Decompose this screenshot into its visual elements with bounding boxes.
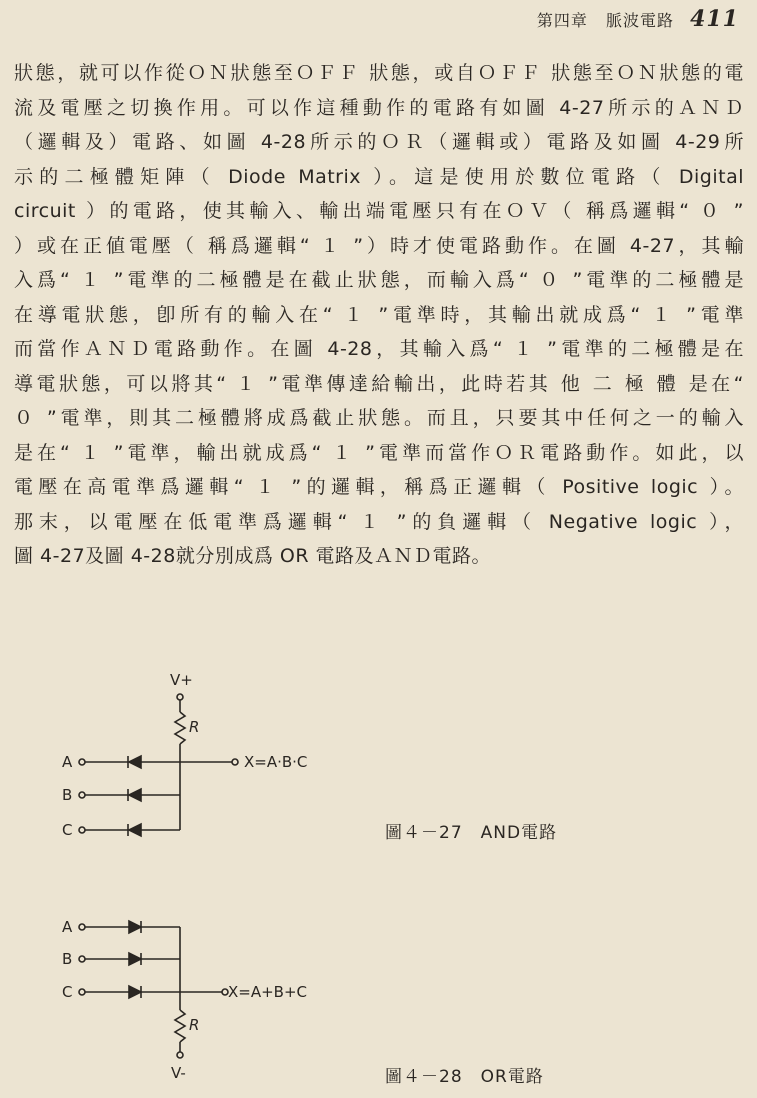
or-input-a-terminal	[79, 924, 85, 930]
and-diode-a	[129, 756, 141, 768]
or-diode-b	[129, 953, 141, 965]
text-line: 導電狀態，可以將其“ １ ”電準傳達給輸出，此時若其 他 二 極 體 是在“	[14, 372, 744, 395]
and-resistor-label: R	[189, 718, 200, 736]
or-resistor	[175, 1010, 185, 1042]
or-input-c-label: C	[62, 983, 73, 1001]
and-input-b-terminal	[79, 792, 85, 798]
or-supply-terminal	[177, 1052, 183, 1058]
page-header	[537, 6, 739, 32]
and-output-label: X=A·B·C	[244, 753, 308, 771]
text-line: ）或在正値電壓（ 稱爲邏輯“ １ ”）時才使電路動作。在圖 4-27，其輸	[14, 234, 744, 257]
or-diode-a	[129, 921, 141, 933]
or-supply-label: V-	[171, 1064, 186, 1082]
text-line: 圖 4-27及圖 4-28就分別成爲 OR 電路及ＡＮＤ電路。	[14, 545, 492, 567]
body-paragraph	[14, 56, 744, 574]
text-line: （邏輯及）電路、如圖 4-28所示的ＯＲ（邏輯或）電路及如圖 4-29所	[14, 131, 744, 153]
chapter-label: 第四章	[536, 11, 588, 30]
and-diode-c	[129, 824, 141, 836]
and-input-a-label: A	[62, 753, 73, 771]
text-line: 流及電壓之切換作用。可以作這種動作的電路有如圖 4-27所示的ＡＮＤ	[14, 96, 744, 119]
chapter-title: 脈波電路	[605, 11, 674, 30]
figure-caption-or: 圖４－28 OR電路	[385, 1067, 544, 1087]
text-line: 而當作ＡＮＤ電路動作。在圖 4-28，其輸入爲“ １ ”電準的二極體是在	[14, 338, 744, 360]
or-diode-c	[129, 986, 141, 998]
text-line: 電壓在高電準爲邏輯“ １ ”的邏輯，稱爲正邏輯（ Positive logic ）。	[14, 476, 744, 498]
text-line: 狀態，就可以作從ＯＮ狀態至ＯＦＦ 狀態，或自ＯＦＦ 狀態至ＯＮ狀態的電	[14, 62, 744, 84]
text-line: 在導電狀態，卽所有的輸入在“ １ ”電準時，其輸出就成爲“ １ ”電準	[14, 303, 744, 326]
text-line: 那末，以電壓在低電準爲邏輯“ １ ”的負邏輯（ Negative logic ），	[14, 510, 744, 533]
figure-caption-and: 圖４－27 AND電路	[385, 823, 558, 843]
or-resistor-label: R	[189, 1016, 200, 1034]
and-output-terminal	[232, 759, 238, 765]
text-line: circuit ）的電路，使其輸入、輸出端電壓只有在ＯＶ（ 稱爲邏輯“ ０ ”	[14, 200, 744, 222]
or-circuit	[62, 918, 307, 1082]
or-input-c-terminal	[79, 989, 85, 995]
and-diode-b	[129, 789, 141, 801]
or-input-a-label: A	[62, 918, 73, 936]
and-input-c-label: C	[62, 821, 73, 839]
page-number: 411	[690, 6, 739, 32]
text-line: 是在“ １ ”電準，輸出就成爲“ １ ”電準而當作ＯＲ電路動作。如此，以	[14, 441, 744, 464]
text-line: 入爲“ １ ”電準的二極體是在截止狀態，而輸入爲“ ０ ”電準的二極體是	[14, 269, 744, 291]
and-input-b-label: B	[62, 786, 73, 804]
or-input-b-terminal	[79, 956, 85, 962]
text-line: 示的二極體矩陣（ Diode Matrix ）。這是使用於數位電路（ Digital	[14, 165, 744, 188]
and-input-c-terminal	[79, 827, 85, 833]
and-supply-label: V+	[170, 671, 193, 689]
or-input-b-label: B	[62, 950, 73, 968]
and-resistor	[175, 712, 185, 744]
text-line: ０ ”電準，則其二極體將成爲截止狀態。而且，只要其中任何之一的輸入	[14, 407, 744, 429]
and-supply-terminal	[177, 694, 183, 700]
and-input-a-terminal	[79, 759, 85, 765]
circuit-figures	[0, 660, 757, 1094]
or-output-label: X=A+B+C	[228, 983, 308, 1001]
and-circuit	[62, 671, 307, 839]
